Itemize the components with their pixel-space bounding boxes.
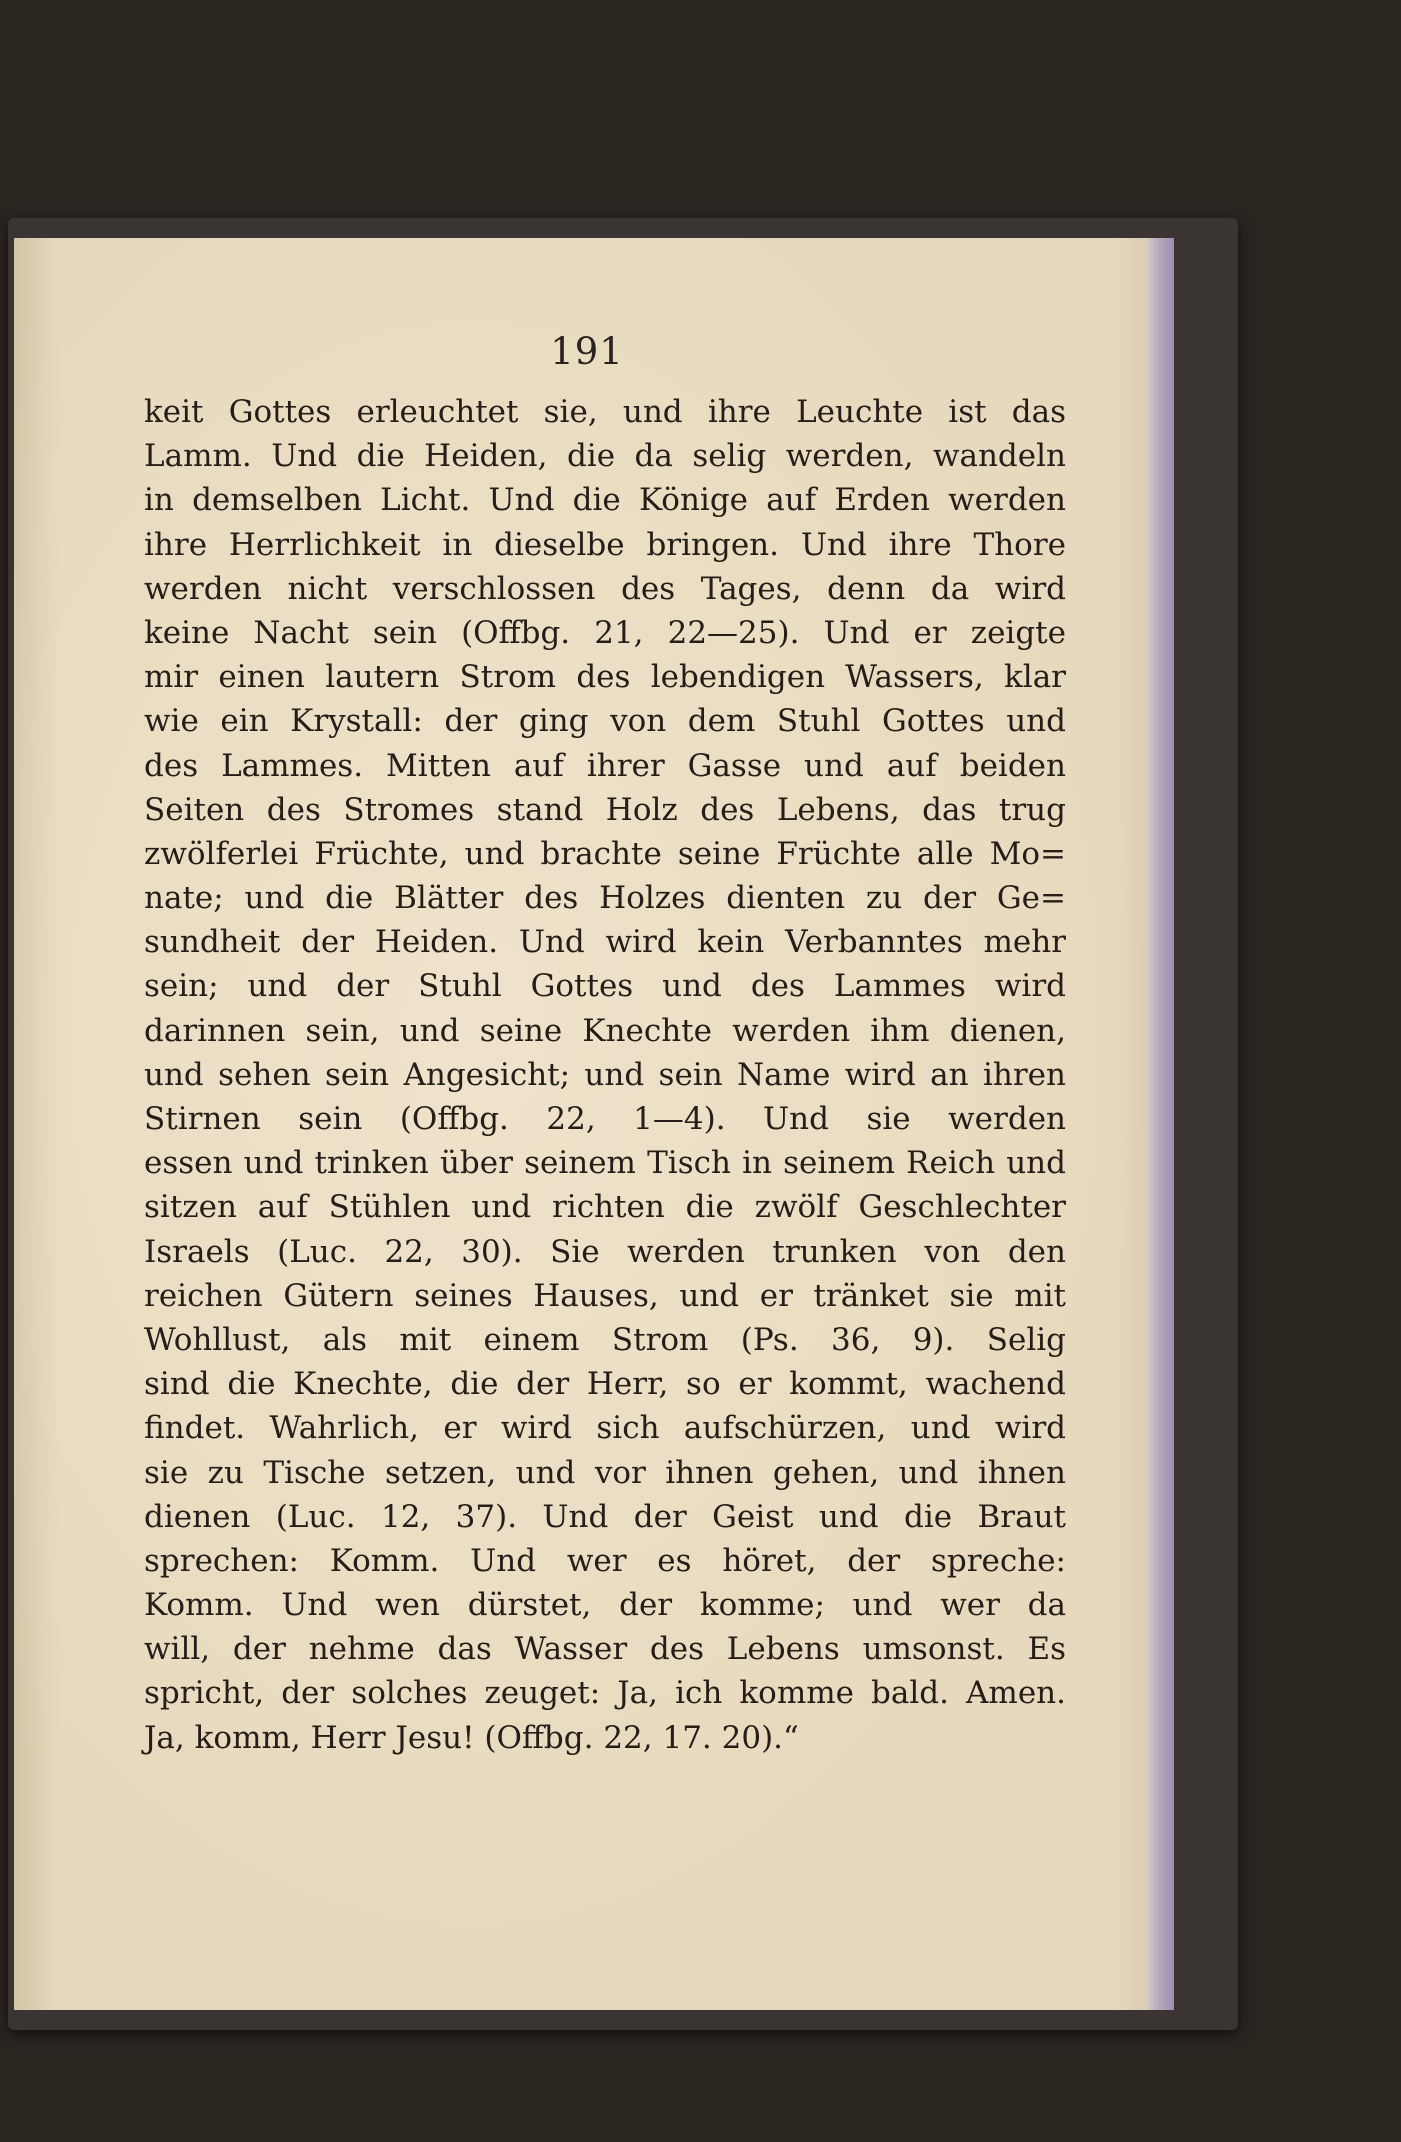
text-line: essen und trinken über seinem Tisch in seinem Reich und [144,1145,1066,1182]
text-line: Ja, komm, Herr Jesu! (Offbg. 22, 17. 20).“ [144,1719,799,1756]
text-line: nate; und die Blätter des Holzes dienten zu der Ge= [144,880,1066,917]
text-line: sitzen auf Stühlen und richten die zwölf Geschlechter [144,1189,1066,1226]
text-line: zwölferlei Früchte, und brachte seine Früchte alle Mo= [144,835,1066,872]
text-line: sein; und der Stuhl Gottes und des Lammes wird [144,968,1066,1005]
text-line: sprechen: Komm. Und wer es höret, der spreche: [144,1542,1066,1579]
text-line: sie zu Tische setzen, und vor ihnen gehen, und ihnen [144,1454,1066,1491]
text-line: des Lammes. Mitten auf ihrer Gasse und auf beiden [144,747,1066,784]
text-line: findet. Wahrlich, er wird sich aufschürzen, und wird [144,1410,1066,1447]
text-line: Seiten des Stromes stand Holz des Lebens, das trug [144,791,1066,828]
text-line: mir einen lautern Strom des lebendigen Wassers, klar [144,659,1066,696]
text-line: keit Gottes erleuchtet sie, und ihre Leuchte ist das [144,394,1066,430]
text-line: ihre Herrlichkeit in dieselbe bringen. Und ihre Thore [144,526,1066,563]
text-line: Wohllust, als mit einem Strom (Ps. 36, 9). Selig [144,1321,1066,1358]
page-edge [1146,238,1174,2010]
text-line: Komm. Und wen dürstet, der komme; und wer da [144,1587,1066,1624]
text-line: sind die Knechte, die der Herr, so er kommt, wachend [144,1366,1066,1403]
text-line: und sehen sein Angesicht; und sein Name wird an ihren [144,1056,1066,1093]
text-line: werden nicht verschlossen des Tages, denn da wird [144,570,1066,607]
text-line: will, der nehme das Wasser des Lebens umsonst. Es [144,1631,1066,1668]
text-line: dienen (Luc. 12, 37). Und der Geist und die Braut [144,1498,1066,1535]
body-text [144,390,1066,1760]
text-line: Lamm. Und die Heiden, die da selig werden, wandeln [144,438,1066,475]
text-line: reichen Gütern seines Hauses, und er tränket sie mit [144,1277,1066,1314]
text-line: sundheit der Heiden. Und wird kein Verbanntes mehr [144,924,1066,961]
text-line: in demselben Licht. Und die Könige auf Erden werden [144,482,1066,519]
text-line: keine Nacht sein (Offbg. 21, 22—25). Und er zeigte [144,614,1066,651]
text-line: Israels (Luc. 22, 30). Sie werden trunken von den [144,1233,1066,1270]
text-line: darinnen sein, und seine Knechte werden ihm dienen, [144,1012,1066,1049]
text-line: spricht, der solches zeuget: Ja, ich komme bald. Amen. [144,1675,1066,1712]
text-line: Stirnen sein (Offbg. 22, 1—4). Und sie werden [144,1101,1066,1137]
text-line: wie ein Krystall: der ging von dem Stuhl Gottes und [144,703,1066,740]
page-number: 191 [550,330,624,373]
book-page [14,238,1160,2010]
